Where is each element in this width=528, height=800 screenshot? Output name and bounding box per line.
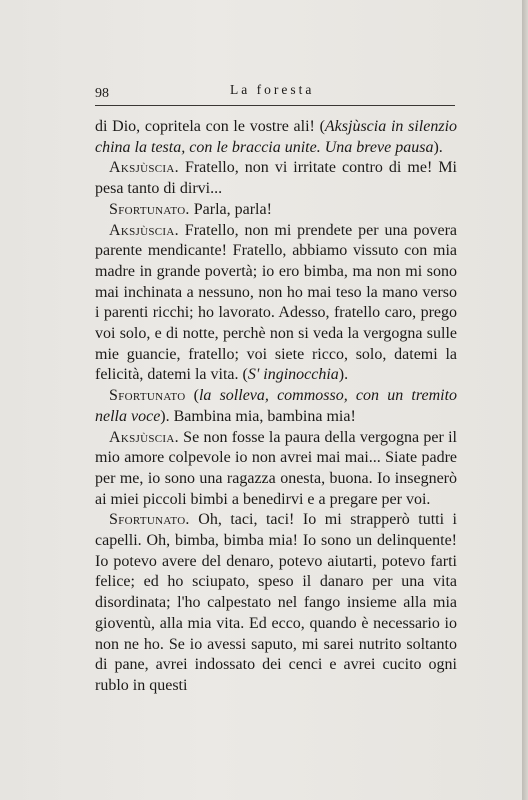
speaker-name: Sfortunato [109, 387, 186, 405]
dialogue-paragraph [95, 221, 457, 387]
dialogue-paragraph [95, 510, 457, 696]
text-run: ( [185, 387, 199, 405]
paragraph-continuation [95, 117, 457, 158]
running-title: La foresta [230, 82, 315, 97]
dialogue-text: ). Bambina mia, bambina mia! [160, 407, 356, 425]
speaker-name: Aksjùscia. [109, 428, 179, 446]
speaker-name: Aksjùscia. [109, 221, 179, 239]
stage-direction: Aksjùscia in silenzio china la testa, con le braccia unite. Una breve pausa [95, 118, 458, 156]
text-run: ). [433, 138, 443, 156]
dialogue-paragraph [95, 386, 457, 427]
dialogue-text: Parla, parla! [189, 200, 272, 218]
dialogue-text: Fratello, non mi prendete per una povera parente mendicante! Fratello, abbiamo vissuto con mia madre in grande povertà; io ero bimba, ma non mi sono mai inchinata a nessuno, non ho mai teso la mano verso i parenti ricchi; ho lavorato. Adesso, fratello caro, prego voi solo, e di notte, perchè non si veda la vergogna sulle mie guancie, fratello; voi siete ricco, solo, datemi la felicità, datemi la vita. ( [95, 221, 457, 384]
stage-direction: S' inginocchia [247, 366, 339, 384]
header-rule [95, 105, 455, 106]
dialogue-text: Se non fosse la paura della vergogna per il mio amore colpevole io non avrei mai mai... Siate padre per me, io sono una ragazza onesta, buona. Io insegnerò ai miei piccoli bimbi a benedirvi e a pregare per voi. [95, 428, 457, 508]
dialogue-paragraph [95, 158, 457, 199]
speaker-name: Sfortunato. [109, 200, 190, 218]
dialogue-paragraph [95, 428, 457, 511]
page-number: 98 [95, 86, 109, 101]
dialogue-text: Oh, taci, taci! Io mi strapperò tutti i capelli. Oh, bimba, bimba mia! Io sono un delinquente! Io potevo avere del denaro, potevo aiutarti, potevo farti felice; ed ho sciupato, speso il danaro per una vita disordinata; l'ho calpestato nel fango insieme alla mia gioventù, alla mia vita. Ed ecco, quando è necessario io non ne ho. Se io avessi saputo, mi sarei nutrito soltanto di pane, avrei indossato dei cenci e avrei cucito ogni rublo in questi [95, 511, 457, 694]
speaker-name: Aksjùscia. [109, 159, 179, 177]
dialogue-paragraph [95, 200, 457, 221]
text-run: di Dio, copritela con le vostre ali! ( [95, 118, 325, 135]
speaker-name: Sfortunato. [109, 511, 190, 529]
text-run: ). [338, 366, 349, 384]
page-edge-shadow [522, 0, 528, 800]
page-text [95, 117, 457, 697]
dialogue-text: Fratello, non vi irritate contro di me! Mi pesa tanto di dirvi... [95, 159, 457, 198]
stage-direction: la solleva, commosso, con un tremito nella voce [95, 387, 458, 425]
page-header [95, 80, 455, 102]
